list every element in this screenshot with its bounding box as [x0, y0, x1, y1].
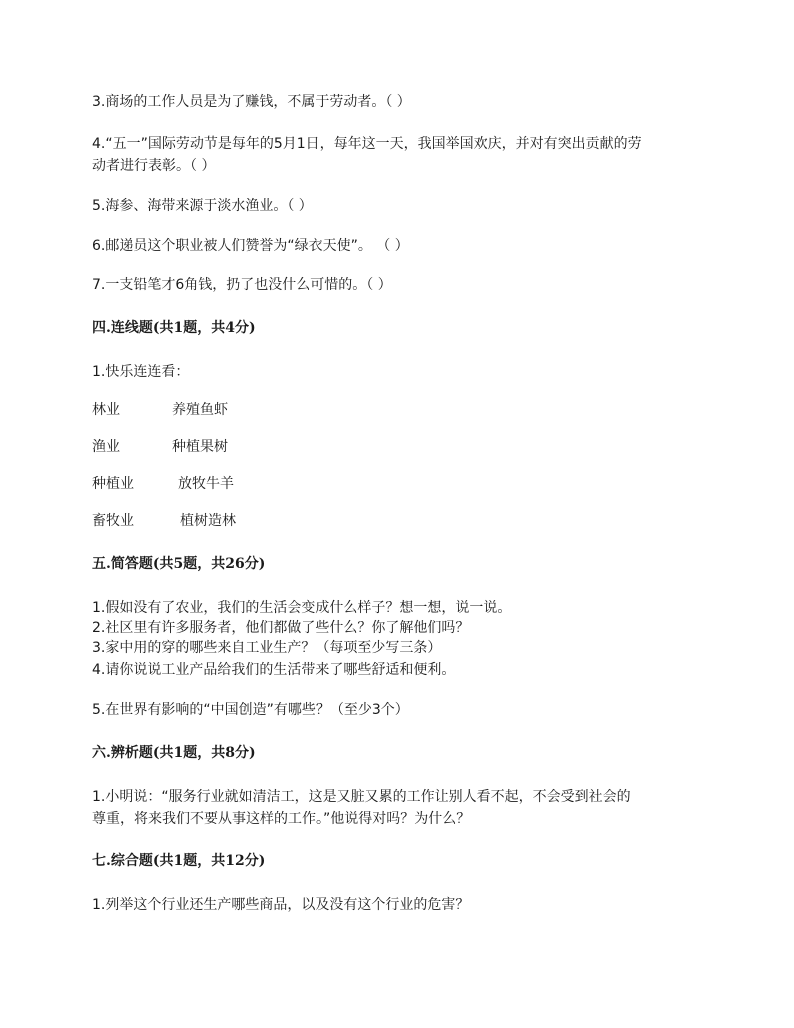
analysis-q1-line2: 尊重，将来我们不要从事这样的工作。”他说得对吗？为什么？	[92, 811, 471, 827]
short-q5: 5.在世界有影响的“中国创造”有哪些？（至少3个）	[92, 702, 409, 718]
section-heading-analysis: 六.辨析题(共1题，共8分)	[92, 745, 256, 761]
short-q3: 3.家中用的穿的哪些来自工业生产？（每项至少写三条）	[92, 640, 442, 656]
section-heading-comprehensive: 七.综合题(共1题，共12分)	[92, 853, 266, 869]
short-q2: 2.社区里有许多服务者，他们都做了些什么？你了解他们吗？	[92, 620, 470, 636]
judge-q4-line2: 动者进行表彰。（ ）	[92, 158, 216, 174]
comprehensive-q1: 1.列举这个行业还生产哪些商品，以及没有这个行业的危害？	[92, 897, 470, 913]
match-right-item: 植树造林	[180, 513, 236, 529]
short-q1: 1.假如没有了农业，我们的生活会变成什么样子？想一想，说一说。	[92, 600, 512, 616]
match-right-item: 养殖鱼虾	[172, 402, 228, 418]
analysis-q1-line1: 1.小明说：“服务行业就如清洁工，这是又脏又累的工作让别人看不起，不会受到社会的	[92, 789, 631, 805]
match-prompt: 1.快乐连连看：	[92, 364, 190, 380]
match-right-item: 种植果树	[172, 439, 228, 455]
match-left-item: 渔业	[92, 439, 120, 455]
section-heading-short-answer: 五.简答题(共5题，共26分)	[92, 556, 266, 572]
judge-q7: 7.一支铅笔才6角钱，扔了也没什么可惜的。（ ）	[92, 277, 392, 293]
section-heading-matching: 四.连线题(共1题，共4分)	[92, 320, 256, 336]
judge-q3: 3.商场的工作人员是为了赚钱，不属于劳动者。（ ）	[92, 94, 411, 110]
judge-q4-line1: 4.“五一”国际劳动节是每年的5月1日，每年这一天，我国举国欢庆，并对有突出贡献的劳	[92, 136, 642, 152]
match-left-item: 林业	[92, 402, 120, 418]
judge-q6: 6.邮递员这个职业被人们赞誉为“绿衣天使”。 （ ）	[92, 238, 409, 254]
short-q4: 4.请你说说工业产品给我们的生活带来了哪些舒适和便利。	[92, 662, 456, 678]
match-right-item: 放牧牛羊	[178, 476, 234, 492]
match-left-item: 种植业	[92, 476, 134, 492]
judge-q5: 5.海参、海带来源于淡水渔业。（ ）	[92, 198, 313, 214]
match-left-item: 畜牧业	[92, 513, 134, 529]
